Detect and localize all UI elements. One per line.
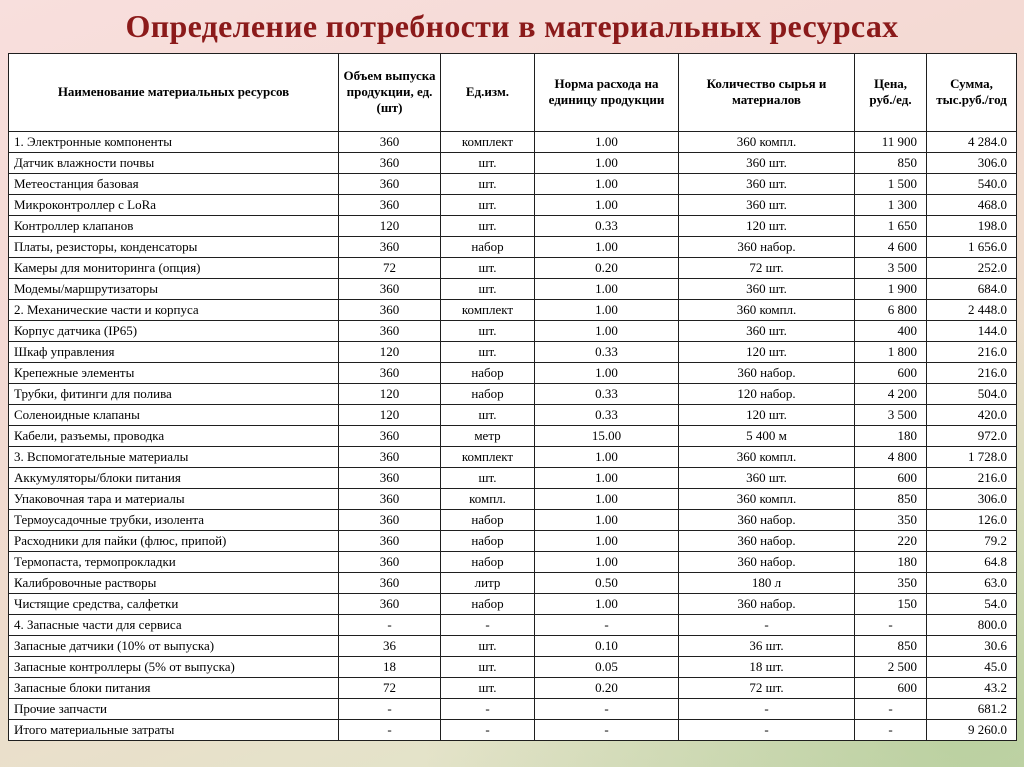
table-cell: 360 шт. [679, 173, 855, 194]
table-cell: шт. [441, 194, 535, 215]
table-cell: 4 600 [855, 236, 927, 257]
table-cell: 360 [339, 131, 441, 152]
table-cell: 1 500 [855, 173, 927, 194]
table-cell: метр [441, 425, 535, 446]
table-cell: шт. [441, 173, 535, 194]
table-cell: 120 шт. [679, 341, 855, 362]
table-cell: Крепежные элементы [9, 362, 339, 383]
table-cell: - [855, 614, 927, 635]
table-cell: 2. Механические части и корпуса [9, 299, 339, 320]
table-cell: 30.6 [927, 635, 1017, 656]
table-cell: 350 [855, 572, 927, 593]
table-cell: Запасные блоки питания [9, 677, 339, 698]
table-cell: 180 л [679, 572, 855, 593]
table-cell: 972.0 [927, 425, 1017, 446]
table-cell: 540.0 [927, 173, 1017, 194]
table-cell: 1.00 [535, 593, 679, 614]
table-row [9, 131, 1017, 152]
table-cell: Расходники для пайки (флюс, припой) [9, 530, 339, 551]
table-row [9, 257, 1017, 278]
table-cell: 144.0 [927, 320, 1017, 341]
table-row [9, 719, 1017, 740]
table-row [9, 278, 1017, 299]
table-cell: 1 300 [855, 194, 927, 215]
table-cell: 360 компл. [679, 446, 855, 467]
table-cell: 0.50 [535, 572, 679, 593]
table-cell: шт. [441, 320, 535, 341]
column-header: Ед.изм. [441, 53, 535, 131]
table-cell: 1.00 [535, 488, 679, 509]
column-header: Сумма, тыс.руб./год [927, 53, 1017, 131]
table-cell: Запасные датчики (10% от выпуска) [9, 635, 339, 656]
table-cell: 360 [339, 446, 441, 467]
table-cell: - [339, 719, 441, 740]
table-cell: 1.00 [535, 236, 679, 257]
table-cell: 0.05 [535, 656, 679, 677]
table-cell: - [855, 719, 927, 740]
table-row [9, 614, 1017, 635]
table-cell: 360 [339, 488, 441, 509]
table-cell: 0.33 [535, 404, 679, 425]
table-cell: - [441, 614, 535, 635]
table-cell: 360 [339, 236, 441, 257]
table-cell: 360 [339, 173, 441, 194]
table-cell: 0.33 [535, 341, 679, 362]
table-cell: 0.20 [535, 677, 679, 698]
table-cell: 1.00 [535, 509, 679, 530]
table-cell: 1.00 [535, 152, 679, 173]
table-cell: набор [441, 236, 535, 257]
table-cell: - [339, 614, 441, 635]
table-cell: 360 шт. [679, 194, 855, 215]
table-cell: 1.00 [535, 362, 679, 383]
table-cell: Контроллер клапанов [9, 215, 339, 236]
table-row [9, 677, 1017, 698]
table-cell: шт. [441, 278, 535, 299]
column-header: Наименование материальных ресурсов [9, 53, 339, 131]
table-cell: Микроконтроллер с LoRa [9, 194, 339, 215]
table-cell: 252.0 [927, 257, 1017, 278]
table-cell: 180 [855, 551, 927, 572]
table-cell: 1.00 [535, 131, 679, 152]
column-header: Количество сырья и материалов [679, 53, 855, 131]
table-cell: 1.00 [535, 194, 679, 215]
table-row [9, 572, 1017, 593]
table-row [9, 362, 1017, 383]
table-cell: 6 800 [855, 299, 927, 320]
table-row [9, 299, 1017, 320]
table-row [9, 236, 1017, 257]
table-cell: 1.00 [535, 278, 679, 299]
table-cell: 4 284.0 [927, 131, 1017, 152]
table-cell: - [535, 614, 679, 635]
table-cell: 360 компл. [679, 299, 855, 320]
table-cell: шт. [441, 152, 535, 173]
table-cell: 360 [339, 194, 441, 215]
table-cell: Калибровочные растворы [9, 572, 339, 593]
table-cell: 4 800 [855, 446, 927, 467]
table-cell: 360 шт. [679, 278, 855, 299]
table-cell: шт. [441, 677, 535, 698]
table-cell: 684.0 [927, 278, 1017, 299]
table-row [9, 698, 1017, 719]
table-row [9, 173, 1017, 194]
table-row [9, 383, 1017, 404]
table-cell: 360 шт. [679, 467, 855, 488]
table-cell: 3 500 [855, 257, 927, 278]
table-cell: 360 [339, 362, 441, 383]
table-row [9, 509, 1017, 530]
table-cell: 1 900 [855, 278, 927, 299]
table-cell: 1 650 [855, 215, 927, 236]
table-cell: набор [441, 383, 535, 404]
table-cell: 0.20 [535, 257, 679, 278]
table-row [9, 425, 1017, 446]
table-cell: 360 компл. [679, 131, 855, 152]
table-cell: 360 [339, 530, 441, 551]
table-cell: 1.00 [535, 446, 679, 467]
table-cell: 63.0 [927, 572, 1017, 593]
table-cell: 5 400 м [679, 425, 855, 446]
table-cell: 360 шт. [679, 152, 855, 173]
table-cell: 45.0 [927, 656, 1017, 677]
table-cell: 600 [855, 467, 927, 488]
table-cell: шт. [441, 257, 535, 278]
table-cell: 216.0 [927, 467, 1017, 488]
table-cell: Термоусадочные трубки, изолента [9, 509, 339, 530]
table-cell: Итого материальные затраты [9, 719, 339, 740]
table-cell: 18 шт. [679, 656, 855, 677]
table-cell: 850 [855, 152, 927, 173]
table-cell: 15.00 [535, 425, 679, 446]
table-cell: 0.10 [535, 635, 679, 656]
table-cell: 504.0 [927, 383, 1017, 404]
column-header: Объем выпуска продукции, ед. (шт) [339, 53, 441, 131]
table-cell: Запасные контроллеры (5% от выпуска) [9, 656, 339, 677]
table-row [9, 593, 1017, 614]
table-cell: 1.00 [535, 173, 679, 194]
table-cell: - [535, 698, 679, 719]
table-cell: 1.00 [535, 551, 679, 572]
table-cell: 360 набор. [679, 530, 855, 551]
table-cell: 9 260.0 [927, 719, 1017, 740]
table-cell: 126.0 [927, 509, 1017, 530]
table-cell: шт. [441, 656, 535, 677]
table-cell: 216.0 [927, 341, 1017, 362]
table-cell: 1.00 [535, 530, 679, 551]
table-cell: 11 900 [855, 131, 927, 152]
table-cell: 3 500 [855, 404, 927, 425]
table-cell: 120 [339, 404, 441, 425]
table-cell: 120 [339, 341, 441, 362]
table-cell: 0.33 [535, 215, 679, 236]
table-cell: шт. [441, 467, 535, 488]
table-cell: 72 шт. [679, 257, 855, 278]
table-cell: Датчик влажности почвы [9, 152, 339, 173]
table-row [9, 341, 1017, 362]
table-cell: 1.00 [535, 299, 679, 320]
table-cell: 120 [339, 215, 441, 236]
table-cell: шт. [441, 341, 535, 362]
table-cell: 0.33 [535, 383, 679, 404]
column-header: Цена, руб./ед. [855, 53, 927, 131]
table-cell: 79.2 [927, 530, 1017, 551]
table-cell: Соленоидные клапаны [9, 404, 339, 425]
table-cell: 43.2 [927, 677, 1017, 698]
table-cell: 36 шт. [679, 635, 855, 656]
table-cell: 1 656.0 [927, 236, 1017, 257]
table-cell: 2 448.0 [927, 299, 1017, 320]
table-cell: 360 компл. [679, 488, 855, 509]
table-cell: набор [441, 509, 535, 530]
table-cell: шт. [441, 215, 535, 236]
table-cell: набор [441, 593, 535, 614]
table-cell: литр [441, 572, 535, 593]
table-row [9, 215, 1017, 236]
table-cell: 1 728.0 [927, 446, 1017, 467]
table-cell: 72 шт. [679, 677, 855, 698]
table-cell: 120 шт. [679, 215, 855, 236]
table-cell: комплект [441, 299, 535, 320]
table-cell: набор [441, 530, 535, 551]
table-cell: компл. [441, 488, 535, 509]
table-cell: Платы, резисторы, конденсаторы [9, 236, 339, 257]
table-cell: 18 [339, 656, 441, 677]
table-row [9, 530, 1017, 551]
table-row [9, 446, 1017, 467]
table-cell: 4. Запасные части для сервиса [9, 614, 339, 635]
header-row [9, 53, 1017, 131]
table-cell: 72 [339, 257, 441, 278]
table-cell: 3. Вспомогательные материалы [9, 446, 339, 467]
table-cell: 2 500 [855, 656, 927, 677]
table-cell: 800.0 [927, 614, 1017, 635]
table-row [9, 656, 1017, 677]
table-cell: набор [441, 362, 535, 383]
table-cell: Прочие запчасти [9, 698, 339, 719]
table-row [9, 404, 1017, 425]
table-row [9, 551, 1017, 572]
table-cell: - [679, 698, 855, 719]
table-cell: 198.0 [927, 215, 1017, 236]
table-cell: 360 набор. [679, 362, 855, 383]
table-cell: 360 [339, 467, 441, 488]
table-cell: 72 [339, 677, 441, 698]
table-cell: 1.00 [535, 467, 679, 488]
table-cell: 216.0 [927, 362, 1017, 383]
table-cell: 468.0 [927, 194, 1017, 215]
table-cell: 850 [855, 635, 927, 656]
table-cell: 1 800 [855, 341, 927, 362]
table-cell: 1. Электронные компоненты [9, 131, 339, 152]
table-cell: - [679, 614, 855, 635]
table-cell: комплект [441, 131, 535, 152]
table-cell: 600 [855, 362, 927, 383]
table-cell: 360 [339, 299, 441, 320]
table-cell: 681.2 [927, 698, 1017, 719]
table-cell: - [441, 719, 535, 740]
table-cell: 360 шт. [679, 320, 855, 341]
slide-title: Определение потребности в материальных ресурсах [125, 8, 899, 44]
table-cell: 360 набор. [679, 593, 855, 614]
material-resources-table [8, 53, 1017, 741]
table-row [9, 467, 1017, 488]
table-cell: 120 [339, 383, 441, 404]
table-cell: 120 набор. [679, 383, 855, 404]
table-cell: Метеостанция базовая [9, 173, 339, 194]
table-cell: - [339, 698, 441, 719]
table-cell: набор [441, 551, 535, 572]
table-cell: 4 200 [855, 383, 927, 404]
table-cell: 360 [339, 152, 441, 173]
table-cell: 54.0 [927, 593, 1017, 614]
table-cell: 360 [339, 278, 441, 299]
table-cell: Модемы/маршрутизаторы [9, 278, 339, 299]
table-cell: 220 [855, 530, 927, 551]
table-cell: Кабели, разъемы, проводка [9, 425, 339, 446]
table-cell: комплект [441, 446, 535, 467]
table-cell: Аккумуляторы/блоки питания [9, 467, 339, 488]
table-cell: 306.0 [927, 152, 1017, 173]
table-cell: 360 [339, 551, 441, 572]
table-cell: 360 [339, 572, 441, 593]
table-cell: Камеры для мониторинга (опция) [9, 257, 339, 278]
table-cell: 36 [339, 635, 441, 656]
table-cell: 600 [855, 677, 927, 698]
table-cell: 120 шт. [679, 404, 855, 425]
table-cell: 64.8 [927, 551, 1017, 572]
table-cell: 360 набор. [679, 509, 855, 530]
table-cell: 360 [339, 593, 441, 614]
table-cell: - [679, 719, 855, 740]
table-row [9, 635, 1017, 656]
table-cell: шт. [441, 635, 535, 656]
table-cell: 1.00 [535, 320, 679, 341]
table-cell: - [535, 719, 679, 740]
table-cell: Чистящие средства, салфетки [9, 593, 339, 614]
table-cell: 306.0 [927, 488, 1017, 509]
table-row [9, 194, 1017, 215]
table-cell: 350 [855, 509, 927, 530]
table-cell: 360 набор. [679, 236, 855, 257]
table-cell: Упаковочная тара и материалы [9, 488, 339, 509]
table-cell: Термопаста, термопрокладки [9, 551, 339, 572]
table-row [9, 152, 1017, 173]
table-cell: шт. [441, 404, 535, 425]
table-cell: 400 [855, 320, 927, 341]
table-cell: 850 [855, 488, 927, 509]
table-cell: 360 [339, 425, 441, 446]
table-row [9, 320, 1017, 341]
table-cell: Трубки, фитинги для полива [9, 383, 339, 404]
table-cell: - [441, 698, 535, 719]
table-cell: 180 [855, 425, 927, 446]
table-cell: - [855, 698, 927, 719]
table-cell: 360 набор. [679, 551, 855, 572]
table-cell: Шкаф управления [9, 341, 339, 362]
table-row [9, 488, 1017, 509]
table-cell: 150 [855, 593, 927, 614]
table-cell: 420.0 [927, 404, 1017, 425]
table-cell: Корпус датчика (IP65) [9, 320, 339, 341]
table-cell: 360 [339, 320, 441, 341]
column-header: Норма расхода на единицу продукции [535, 53, 679, 131]
table-cell: 360 [339, 509, 441, 530]
